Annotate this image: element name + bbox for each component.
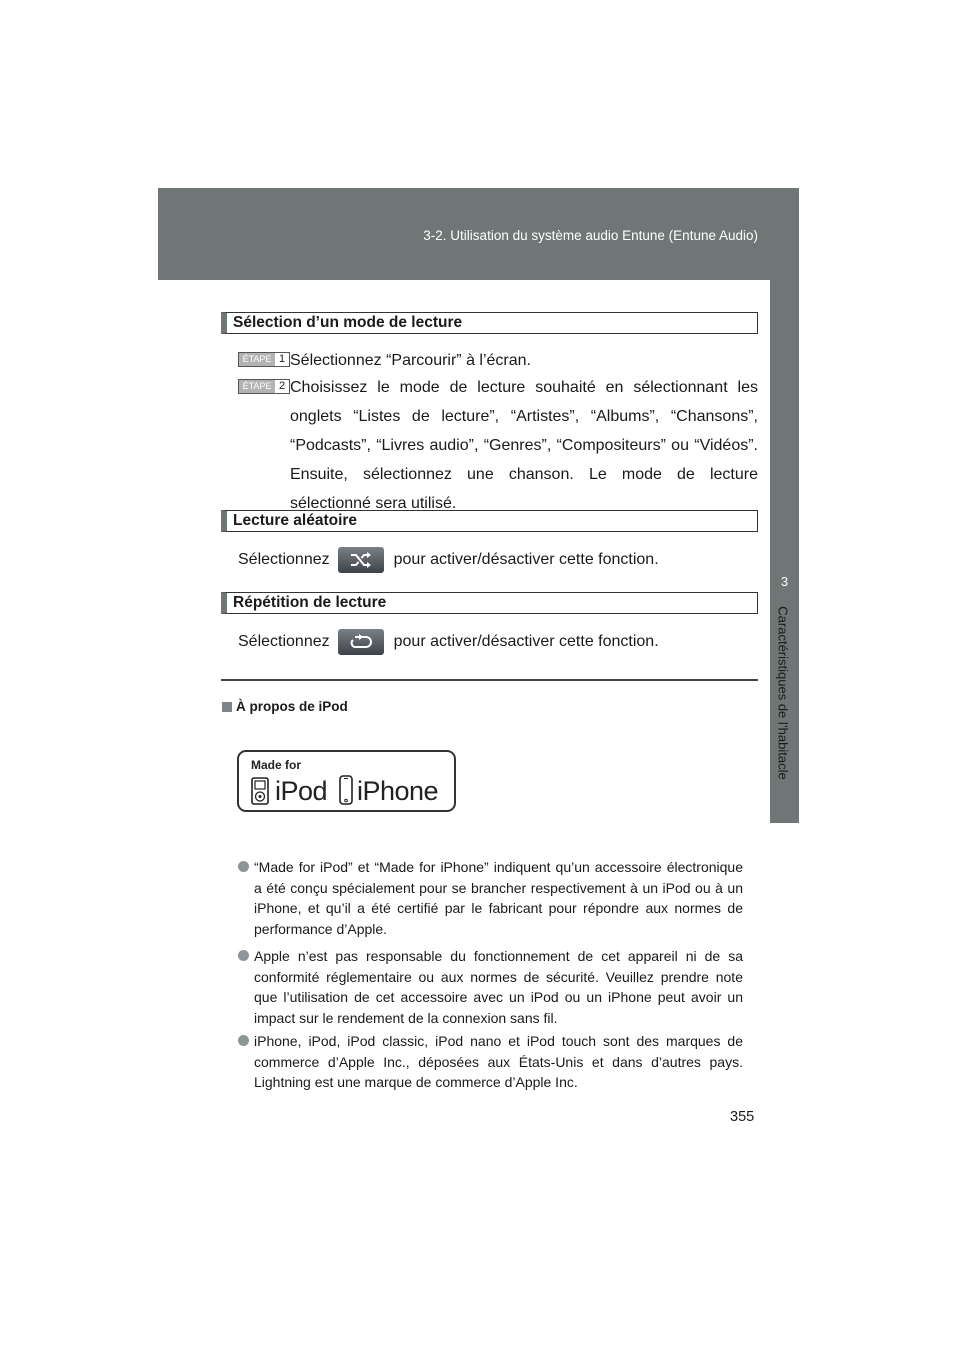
shuffle-button-image: [338, 547, 384, 573]
bullet-text: iPhone, iPod, iPod classic, iPod nano et iPod touch sont des marques de commerce d’Apple Inc., déposées aux États-Unis et dans d’autres pays. Lightning est une marque de commerce d’Apple Inc.: [254, 1033, 743, 1090]
step-2: [238, 373, 758, 518]
step-text: Sélectionnez “Parcourir” à l’écran.: [290, 352, 531, 369]
about-bullet-3: [238, 1031, 743, 1093]
section-divider: [221, 679, 758, 681]
repeat-button-image: [338, 629, 384, 655]
step-text: Choisissez le mode de lecture souhaité en sélectionnant les onglets “Listes de lecture”, “Artistes”, “Albums”, “Chansons”, “Podcasts”, “Livres audio”, “Genres”, “Compositeurs” ou “Vidéos”. Ensuite, sélectionnez une chanson. Le mode de lecture sélectionné sera utilisé.: [290, 379, 758, 512]
section-title-repeat: Répétition de lecture: [221, 592, 758, 614]
bullet-text: Apple n’est pas responsable du fonctionnement de cet appareil ni de sa conformité réglementaire ou aux normes de sécurité. Veuillez prendre note que l’utilisation de cet accessoire avec un iPod ou un iPhone peut avoir un impact sur le rendement de la connexion sans fil.: [254, 948, 743, 1026]
ipod-device-icon: [251, 777, 269, 805]
repeat-pre-text: Sélectionnez: [238, 633, 330, 650]
step-1: [238, 346, 758, 375]
bullet-dot-icon: [238, 861, 249, 872]
iphone-device-icon: [339, 775, 353, 805]
shuffle-icon: [350, 551, 372, 569]
bullet-dot-icon: [238, 1035, 249, 1046]
about-bullet-2: [238, 946, 743, 1028]
about-bullet-1: [238, 857, 743, 939]
step-badge: [238, 379, 290, 394]
logo-iphone-text: iPhone: [357, 776, 439, 806]
logo-made-for: Made for: [251, 758, 302, 772]
repeat-icon: [350, 633, 372, 651]
section-title-shuffle: Lecture aléatoire: [221, 510, 758, 532]
step-badge-label: ÉTAPE: [239, 380, 275, 393]
square-bullet-icon: [222, 702, 232, 712]
step-badge: [238, 352, 290, 367]
shuffle-pre-text: Sélectionnez: [238, 551, 330, 568]
shuffle-post-text: pour activer/désactiver cette fonction.: [393, 551, 659, 568]
repeat-instruction: [238, 629, 659, 655]
step-badge-label: ÉTAPE: [239, 353, 275, 366]
chapter-number: 3: [780, 574, 789, 589]
logo-ipod-text: iPod: [275, 776, 328, 806]
step-badge-number: 2: [278, 380, 286, 392]
about-ipod-heading: [222, 699, 348, 714]
step-badge-number: 1: [278, 353, 286, 365]
made-for-ipod-iphone-logo: [237, 750, 456, 812]
page-number: 355: [730, 1109, 755, 1125]
bullet-dot-icon: [238, 950, 249, 961]
shuffle-instruction: [238, 547, 659, 573]
bullet-text: “Made for iPod” et “Made for iPhone” indiquent qu’un accessoire électronique a été conçu spécialement pour se brancher respectivement à un iPod ou à un iPhone, et qu’il a été certifié par le fabricant pour répondre aux normes de performance d’Apple.: [254, 859, 743, 937]
section-title-play-mode: Sélection d’un mode de lecture: [221, 312, 758, 334]
chapter-label-text: Caractéristiques de l’habitacle: [775, 606, 791, 780]
chapter-side-label: [773, 548, 793, 838]
page-header: [158, 188, 799, 280]
header-title: 3-2. Utilisation du système audio Entune (Entune Audio): [423, 228, 758, 243]
about-ipod-title: À propos de iPod: [236, 699, 348, 714]
repeat-post-text: pour activer/désactiver cette fonction.: [393, 633, 659, 650]
